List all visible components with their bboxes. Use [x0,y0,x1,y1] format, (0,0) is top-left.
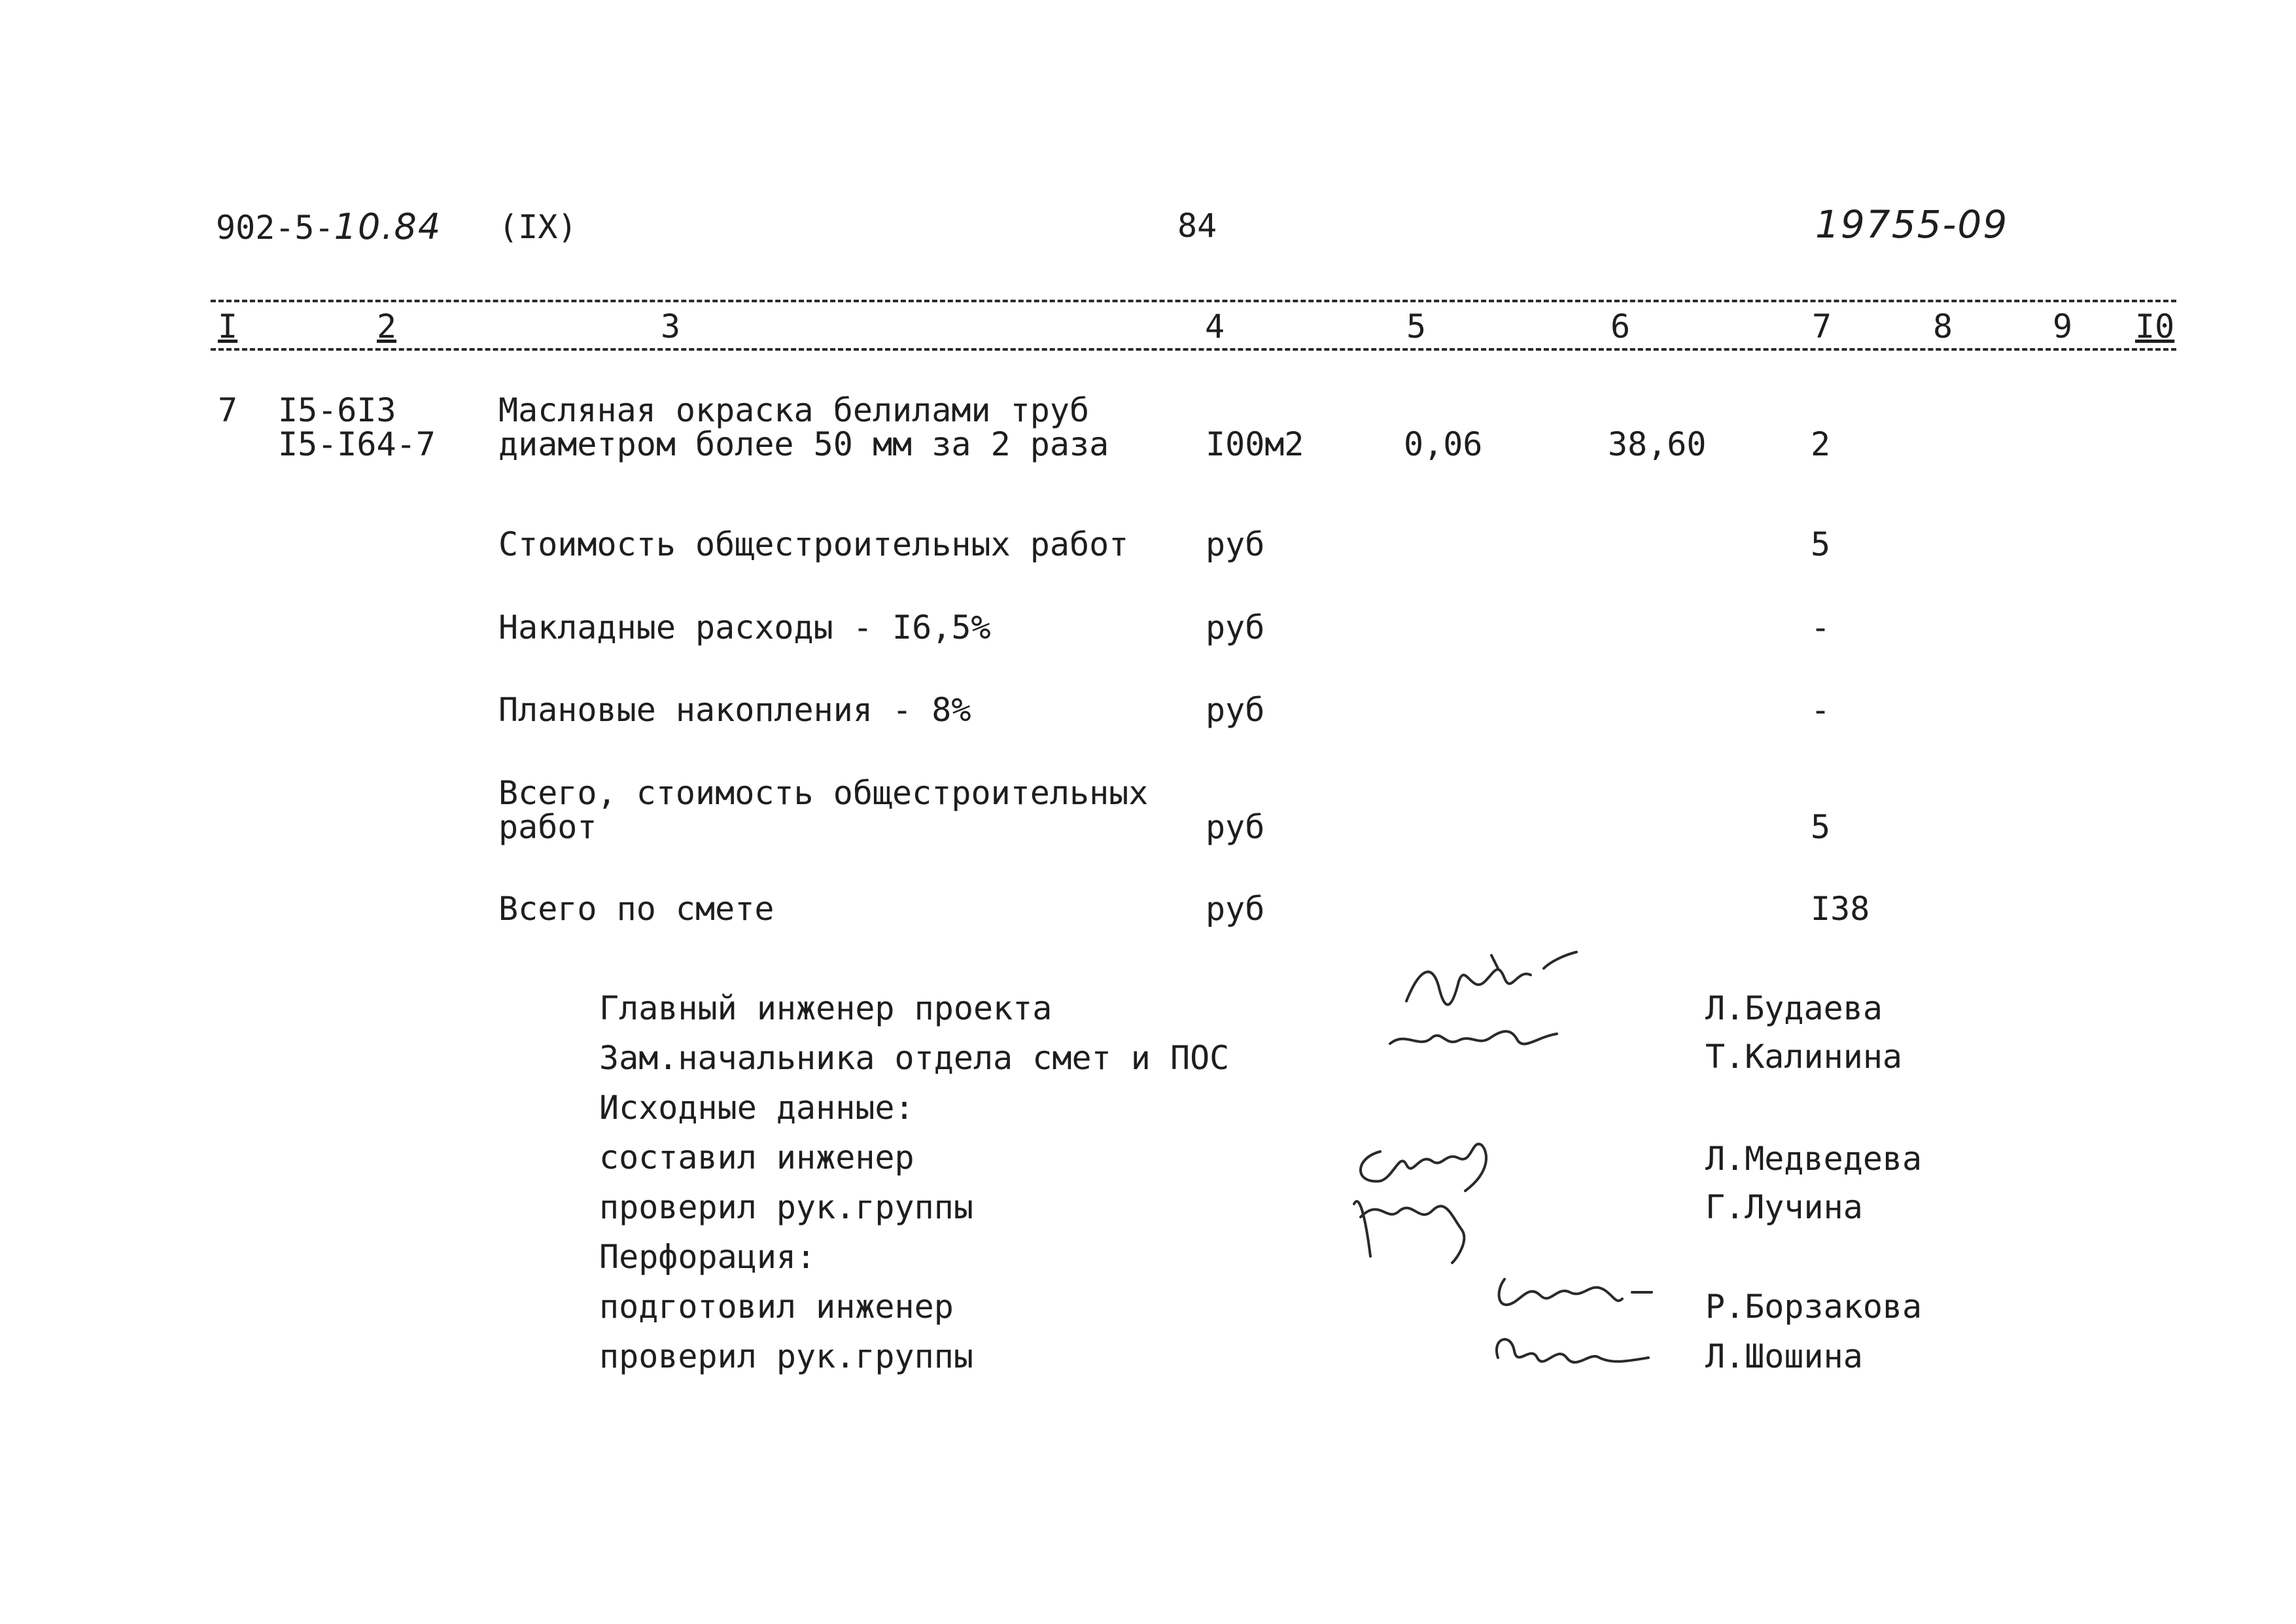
summary-label: Всего по смете [498,890,774,928]
signer-name: Л.Шошина [1705,1337,1863,1375]
summary-value: I38 [1811,890,1870,928]
signer-name: Р.Борзакова [1705,1288,1922,1326]
item-total: 2 [1811,425,1831,463]
summary-label: Накладные расходы - I6,5% [498,609,991,646]
signer-name: Г.Лучина [1705,1188,1863,1226]
signature-role: составил инженер [599,1139,914,1176]
document-number-handwritten: 10.84 [334,206,442,247]
summary-unit: руб [1206,525,1265,563]
summary-value: 5 [1811,525,1831,563]
item-quantity: 0,06 [1404,425,1483,463]
page-number: 84 [1177,207,1217,245]
signer-name: Л.Медведева [1705,1140,1922,1178]
summary-label: Всего, стоимость общестроительных [498,774,1149,812]
column-header-5: 5 [1406,308,1427,345]
column-header-8: 8 [1933,308,1953,345]
summary-unit: руб [1206,890,1265,928]
signature-role: проверил рук.группы [599,1337,973,1375]
archive-number: 19755-09 [1815,202,2009,247]
column-header-9: 9 [2053,308,2073,345]
column-header-7: 7 [1812,308,1832,345]
summary-label-continued: работ [498,808,597,846]
table-header-rule [211,348,2176,351]
signature-role: Зам.начальника отдела смет и ПОС [599,1039,1230,1077]
item-number: 7 [218,391,238,429]
signature-role: подготовил инженер [599,1288,954,1326]
column-header-10: I0 [2135,308,2175,345]
summary-unit: руб [1206,691,1265,729]
summary-label: Плановые накопления - 8% [498,691,971,729]
section-code: (IX) [498,208,578,246]
item-unit-price: 38,60 [1608,425,1707,463]
column-header-3: 3 [661,308,681,345]
summary-value: 5 [1811,808,1831,846]
signature-role: Главный инженер проекта [599,989,1052,1027]
signature-role: Исходные данные: [599,1089,914,1127]
document-number-printed: 902-5- [216,209,334,247]
summary-label: Стоимость общестроительных работ [498,525,1129,563]
item-unit: I00м2 [1206,425,1304,463]
column-header-1: I [218,308,238,345]
column-header-2: 2 [377,308,397,345]
table-top-rule [211,300,2176,302]
summary-unit: руб [1206,808,1265,846]
item-description-line: Масляная окраска белилами труб [498,391,1090,429]
signer-name: Т.Калинина [1705,1038,1903,1076]
handwritten-signature-borzakova-shoshina [1485,1253,1681,1384]
column-header-4: 4 [1205,308,1225,345]
summary-unit: руб [1206,609,1265,646]
column-header-6: 6 [1610,308,1631,345]
signer-name: Л.Будаева [1705,989,1883,1027]
summary-value: - [1811,609,1831,646]
handwritten-signature-kalinina [1380,1011,1576,1063]
item-code: I5-6I3 [278,391,396,429]
summary-value: - [1811,691,1831,729]
document-number [216,206,442,247]
item-description-line: диаметром более 50 мм за 2 раза [498,425,1109,463]
item-code: I5-I64-7 [278,425,436,463]
signature-role: Перфорация: [599,1238,816,1276]
signature-role: проверил рук.группы [599,1188,973,1226]
